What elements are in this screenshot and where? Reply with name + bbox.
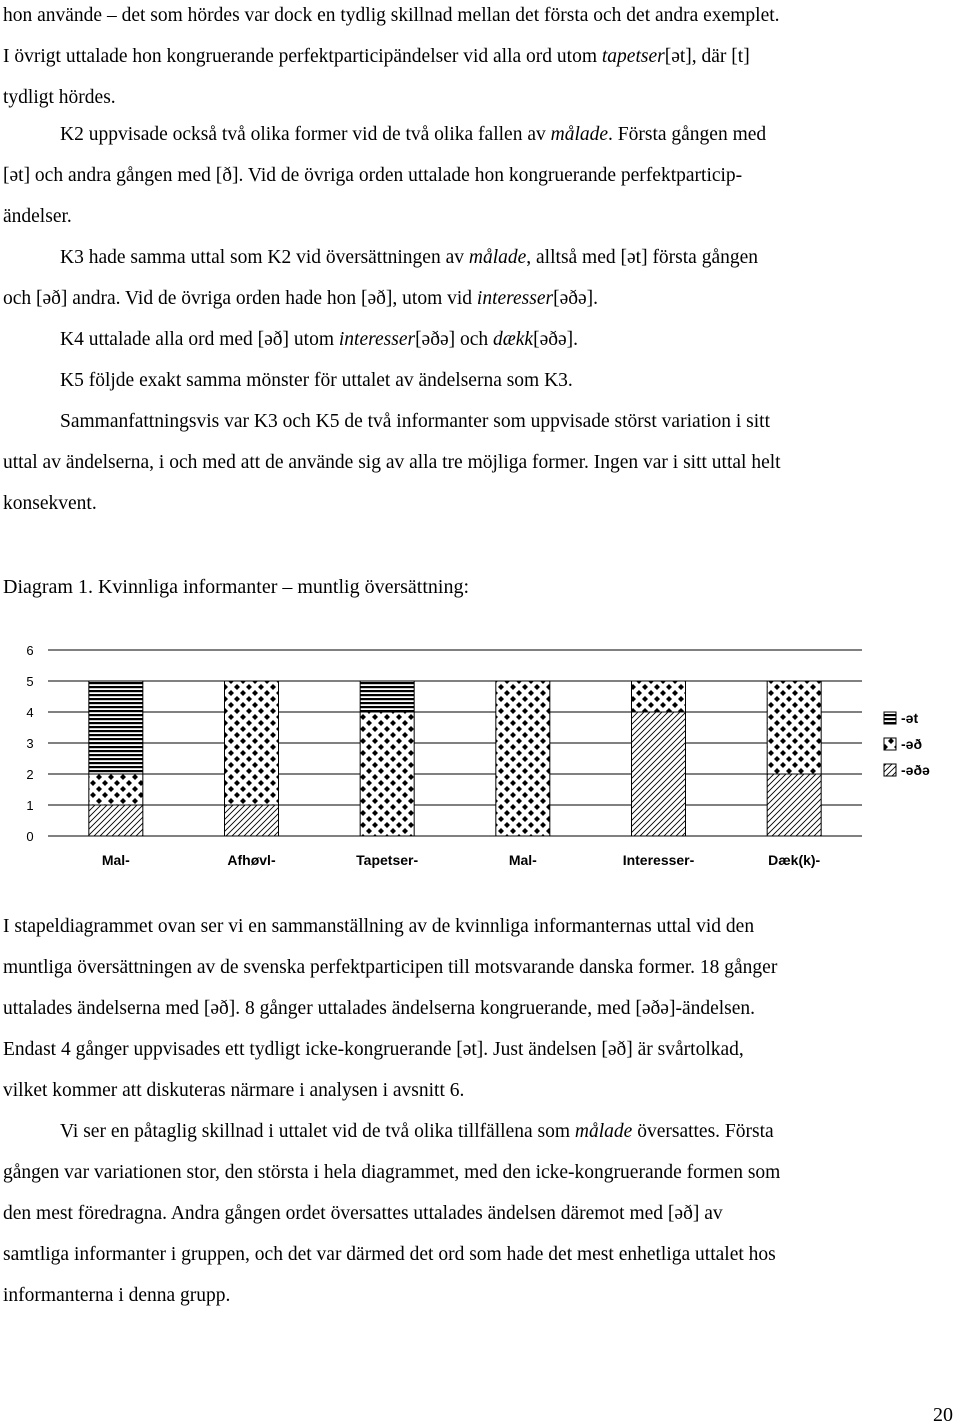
text-line <box>60 1120 774 1144</box>
legend-swatch <box>884 738 896 750</box>
x-category-label: Tapetser- <box>356 852 419 868</box>
text-line <box>3 1038 744 1062</box>
x-axis-labels <box>102 852 821 868</box>
italic-word: målade <box>574 1121 633 1142</box>
legend-label: -ət <box>901 710 919 726</box>
text-run: gången var variationen stor, den största i hela diagrammet, med den icke-kongruerande formen som <box>3 1162 781 1183</box>
text-line <box>3 997 755 1021</box>
x-category-label: Dæk(k)- <box>768 852 821 868</box>
text-run: översattes. Första <box>632 1121 774 1142</box>
italic-word: interesser <box>476 288 554 309</box>
text-run: K2 uppvisade också två olika former vid de två olika fallen av <box>60 124 551 145</box>
text-run: , alltså med [ət] första gången <box>526 247 759 268</box>
text-line <box>3 492 97 516</box>
text-run: . Första gången med <box>608 124 767 145</box>
text-run: I övrigt uttalade hon kongruerande perfektparticipändelser vid alla ord utom <box>3 46 602 67</box>
text-line <box>3 451 781 475</box>
text-line <box>3 4 780 28</box>
text-line <box>3 205 72 229</box>
text-run: den mest föredragna. Andra gången ordet översattes uttalades ändelsen däremot med [əð] av <box>3 1203 723 1224</box>
bar-segment <box>225 681 279 805</box>
text-run: tydligt hördes. <box>3 87 116 108</box>
bar-segment <box>225 805 279 836</box>
legend-label: -əðə <box>901 762 930 778</box>
text-run: samtliga informanter i gruppen, och det var därmed det ord som hade det mest enhetliga uttalet hos <box>3 1244 776 1265</box>
bar-segment <box>767 681 821 774</box>
grid-lines <box>48 650 862 836</box>
text-run: uttalades ändelserna med [əð]. 8 gånger uttalades ändelserna kongruerande, med [əðə]-ändelsen. <box>3 998 756 1019</box>
bar-segment <box>767 774 821 836</box>
text-line <box>3 164 742 188</box>
stacked-bar-chart <box>0 630 960 880</box>
y-tick-label: 4 <box>26 705 34 720</box>
text-run: Endast 4 gånger uppvisades ett tydligt icke-kongruerande [ət]. Just ändelsen [əð] är svårtolkad, <box>3 1039 744 1060</box>
text-run: muntliga översättningen av de svenska perfektparticipen till motsvarande danska former. 18 gånger <box>3 957 778 978</box>
text-run: [ət], där [t] <box>664 46 750 67</box>
y-tick-label: 0 <box>26 829 34 844</box>
diagram-caption: Diagram 1. Kvinnliga informanter – muntlig översättning: <box>3 576 470 598</box>
italic-word: interesser <box>338 329 416 350</box>
text-run: K5 följde exakt samma mönster för uttalet av ändelserna som K3. <box>60 370 573 391</box>
text-run: [əðə]. <box>533 329 579 350</box>
text-line <box>3 45 750 69</box>
text-line <box>60 123 766 147</box>
text-line <box>3 86 116 110</box>
italic-word: dækk <box>493 329 534 350</box>
text-run: ändelser. <box>3 206 72 227</box>
bars <box>89 681 821 836</box>
text-line <box>60 328 578 352</box>
page-number: 20 <box>933 1404 953 1426</box>
y-tick-label: 5 <box>26 674 34 689</box>
text-run: konsekvent. <box>3 493 97 514</box>
text-run: [ət] och andra gången med [ð]. Vid de övriga orden uttalade hon kongruerande perfektparticip- <box>3 165 743 186</box>
text-line <box>60 246 758 270</box>
y-tick-label: 1 <box>26 798 34 813</box>
text-run: K4 uttalade alla ord med [əð] utom <box>60 329 339 350</box>
text-run: [əðə]. <box>553 288 599 309</box>
text-line <box>3 915 754 939</box>
italic-word: målade <box>550 124 609 145</box>
text-line <box>3 1161 780 1185</box>
legend-label: -əð <box>901 736 922 752</box>
y-tick-label: 3 <box>26 736 34 751</box>
x-category-label: Afhøvl- <box>227 852 276 868</box>
bar-segment <box>632 712 686 836</box>
text-line <box>3 1284 230 1308</box>
italic-word: målade <box>468 247 527 268</box>
bar-segment <box>89 805 143 836</box>
bar-segment <box>632 681 686 712</box>
text-line <box>3 956 777 980</box>
text-run: hon använde – det som hördes var dock en tydlig skillnad mellan det första och det andra exemplet. <box>3 5 780 26</box>
x-category-label: Interesser- <box>622 852 695 868</box>
text-run: och [əð] andra. Vid de övriga orden hade hon [əð], utom vid <box>3 288 477 309</box>
x-category-label: Mal- <box>101 852 130 868</box>
bar-segment <box>496 681 550 836</box>
text-line <box>60 410 770 434</box>
text-run: uttal av ändelserna, i och med att de använde sig av alla tre möjliga former. Ingen var i sitt uttal helt <box>3 452 781 473</box>
bar-segment <box>89 774 143 805</box>
y-tick-label: 2 <box>26 767 34 782</box>
x-category-label: Mal- <box>508 852 537 868</box>
legend-swatch <box>884 712 896 724</box>
italic-word: tapetser <box>601 46 665 67</box>
bar-segment <box>360 681 414 712</box>
text-line <box>3 1202 723 1226</box>
text-run: vilket kommer att diskuteras närmare i analysen i avsnitt 6. <box>3 1080 465 1101</box>
text-run: informanterna i denna grupp. <box>3 1285 231 1306</box>
bar-segment <box>360 712 414 836</box>
legend-swatch <box>884 764 896 776</box>
text-run: [əðə] och <box>415 329 494 350</box>
text-run: Sammanfattningsvis var K3 och K5 de två informanter som uppvisade störst variation i sitt <box>60 411 770 432</box>
text-run: Vi ser en påtaglig skillnad i uttalet vid de två olika tillfällena som <box>60 1121 575 1142</box>
text-line <box>3 1079 464 1103</box>
text-line <box>3 287 598 311</box>
text-line <box>3 1243 776 1267</box>
text-line <box>60 369 573 393</box>
chart-legend <box>884 710 930 778</box>
text-run: I stapeldiagrammet ovan ser vi en sammanställning av de kvinnliga informanternas uttal vid den <box>3 916 755 937</box>
text-run: K3 hade samma uttal som K2 vid översättningen av <box>60 247 469 268</box>
bar-segment <box>89 681 143 774</box>
y-tick-label: 6 <box>26 643 34 658</box>
y-axis-ticks <box>26 643 33 844</box>
